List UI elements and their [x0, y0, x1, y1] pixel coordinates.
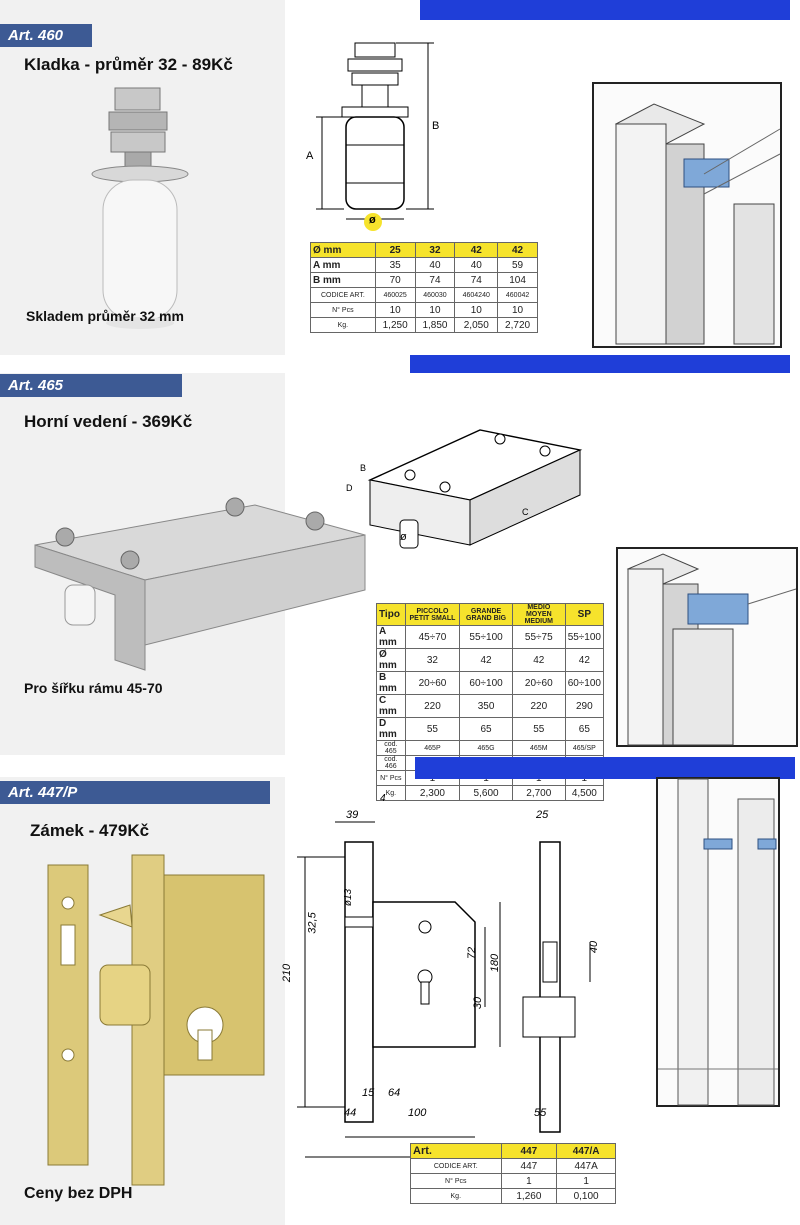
dim-label-4: 4 [380, 793, 386, 804]
install-illustration-460 [592, 82, 782, 348]
price-note-447: Ceny bez DPH [24, 1185, 133, 1202]
spec-table-head: Tipo PICCOLO PETIT SMALL GRANDE GRAND BIG MEDIO MOYEN MEDIUM SP [377, 604, 604, 626]
table-row: C mm 220 350 220 290 [377, 695, 604, 718]
install-illustration-447 [656, 777, 780, 1107]
dim-label-180: 180 [489, 953, 502, 973]
dim-label-d-465: D [346, 483, 353, 493]
article-tag-460: Art. 460 [0, 24, 92, 47]
roller-drawing [300, 35, 450, 235]
dim-label-25: 25 [536, 809, 549, 821]
spec-table-head: Ø mm 25 32 42 42 [311, 243, 538, 258]
dim-label-c-465: C [522, 507, 529, 517]
dim-label-325: 32,5 [306, 912, 319, 934]
dim-label-44: 44 [344, 1107, 357, 1119]
roller-photo [85, 78, 195, 338]
header-bar-465 [285, 355, 790, 373]
table-row: Kg. 1,250 1,850 2,050 2,720 [311, 318, 538, 333]
dim-label-72: 72 [466, 946, 479, 960]
product-title-460: Kladka - průměr 32 - 89Kč [24, 55, 233, 74]
table-row: D mm 55 65 55 65 [377, 718, 604, 741]
table-row: Ø mm 32 42 42 42 [377, 649, 604, 672]
dim-label-210: 210 [281, 963, 294, 983]
header-bar-460 [285, 0, 790, 22]
article-tag-447: Art. 447/P [0, 781, 270, 804]
dim-label-b-465: B [360, 463, 367, 473]
dim-label-64: 64 [388, 1087, 401, 1099]
article-tag-465: Art. 465 [0, 374, 182, 397]
dim-label-30: 30 [472, 996, 485, 1010]
dim-label-39: 39 [346, 809, 359, 821]
table-row: N° Pcs 10 10 10 10 [311, 303, 538, 318]
install-illustration-465 [616, 547, 798, 747]
header-bar-447 [285, 757, 795, 779]
dim-label-d-460: ø [369, 214, 376, 226]
table-row: N° Pcs [377, 771, 604, 786]
dim-label-15: 15 [362, 1087, 375, 1099]
spec-table-head: Art. 447 447/A [411, 1144, 616, 1159]
spec-table-460 [310, 242, 538, 333]
table-row: Kg. 2,300 5,600 2,700 4,500 [377, 786, 604, 801]
table-row: B mm 20÷60 60÷100 20÷60 60÷100 [377, 672, 604, 695]
product-title-465: Horní vedení - 369Kč [24, 412, 193, 431]
product-title-447: Zámek - 479Kč [30, 821, 150, 840]
lock-drawing [285, 792, 605, 1182]
table-row: cod. 465 465P 465G 465M 465/SP [377, 741, 604, 756]
table-row: A mm 45÷70 55÷100 55÷75 55÷100 [377, 626, 604, 649]
frame-width-note-465: Pro šířku rámu 45-70 [24, 680, 163, 696]
section-art-460 [0, 0, 800, 355]
section-art-447p [0, 757, 800, 1225]
dim-label-o-465: ø [400, 531, 407, 543]
table-row: B mm 70 74 74 104 [311, 273, 538, 288]
dim-label-b-460: B [432, 120, 440, 132]
table-row: CODICE ART. 447 447A [411, 1159, 616, 1174]
guide-photo [5, 485, 375, 675]
dim-label-40: 40 [588, 940, 601, 954]
table-row: A mm 35 40 40 59 [311, 258, 538, 273]
table-row: cod. 466 [377, 756, 604, 771]
dim-label-100: 100 [408, 1107, 427, 1119]
dim-label-a-460: A [306, 150, 314, 162]
dim-label-55: 55 [534, 1107, 547, 1119]
table-row: Kg. 1,260 0,100 [411, 1189, 616, 1204]
stock-note-460: Skladem průměr 32 mm [26, 308, 184, 324]
dim-label-13: ø13 [343, 888, 355, 907]
table-row: N° Pcs 1 1 [411, 1174, 616, 1189]
table-row: CODICE ART. 460025 460030 4604240 460042 [311, 288, 538, 303]
lock-photo [40, 855, 270, 1185]
spec-table-447 [410, 1143, 616, 1204]
guide-drawing [340, 425, 590, 555]
